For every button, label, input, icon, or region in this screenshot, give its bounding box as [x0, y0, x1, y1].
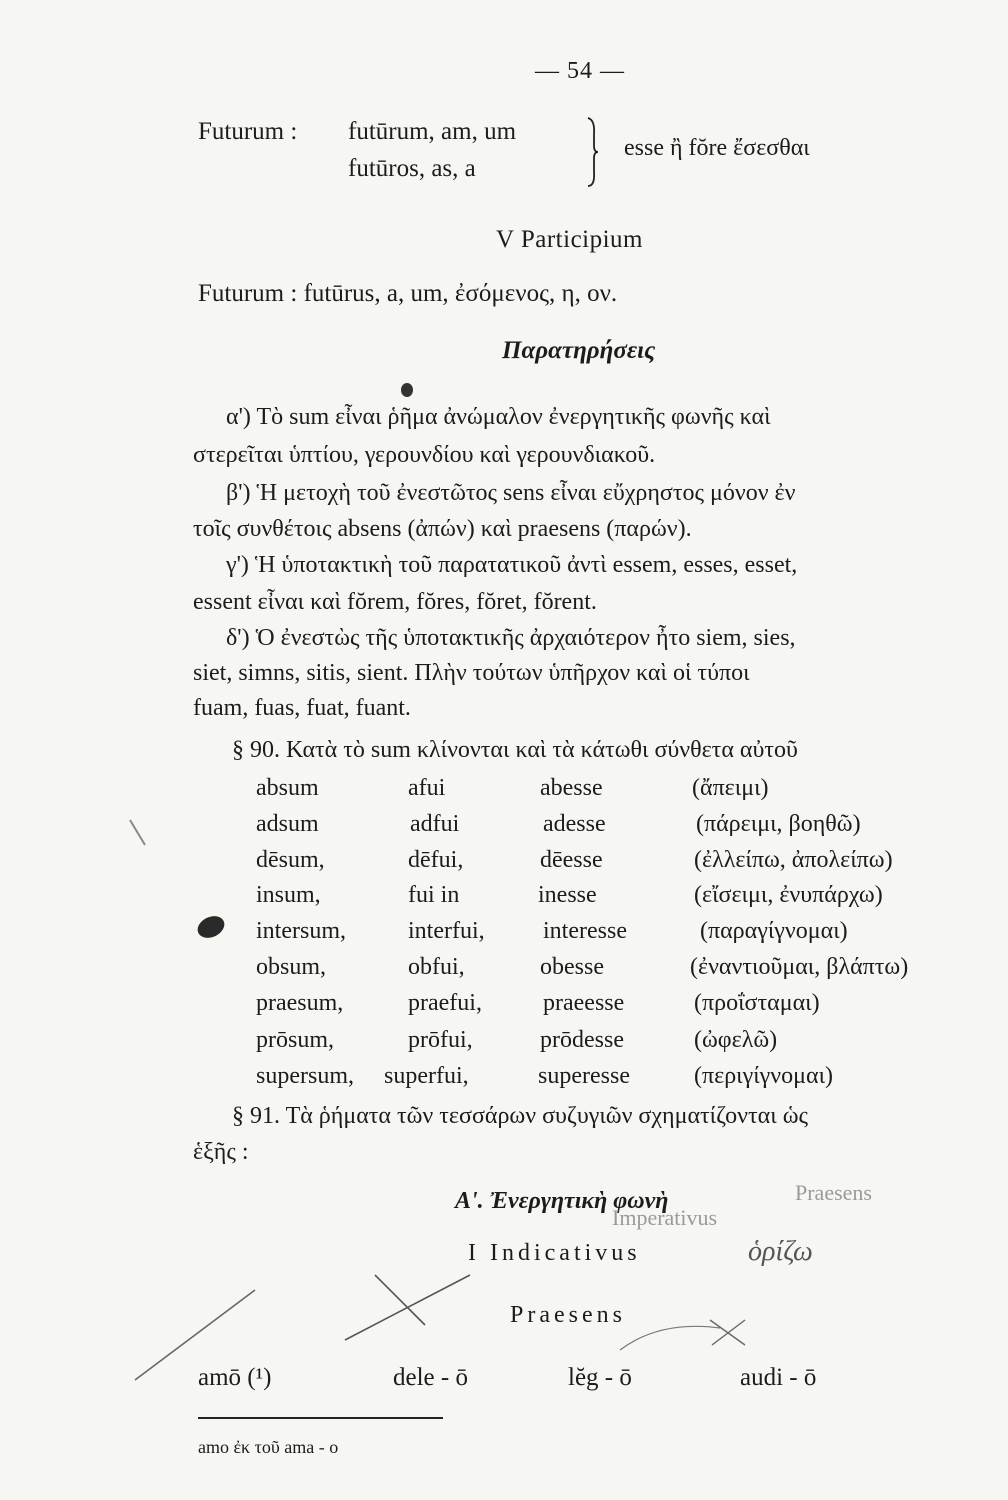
praesens-heading: Praesens [510, 1302, 626, 1328]
section-91-line: ἑξῆς : [193, 1139, 249, 1165]
compound-present: prōsum, [256, 1027, 334, 1053]
compound-infinitive: abesse [540, 775, 603, 801]
compound-infinitive: prōdesse [540, 1027, 624, 1053]
compound-present: intersum, [256, 918, 346, 944]
active-voice-heading: Α'. Ἐνεργητικὴ φωνὴ [455, 1188, 669, 1214]
footnote-rule [198, 1417, 443, 1419]
futurum-line-2: futūros, as, a [348, 155, 476, 182]
indicativus-heading: I Indicativus [468, 1240, 641, 1266]
compound-present: praesum, [256, 990, 344, 1016]
compound-infinitive: adesse [543, 811, 606, 837]
observation-line: δ') Ὁ ἐνεστὼς τῆς ὑποτακτικῆς ἀρχαιότερον ἦτο siem, sies, [226, 625, 796, 651]
compound-perfect: adfui [410, 811, 460, 837]
compound-greek: (περιγίγνομαι) [694, 1063, 834, 1089]
compound-present: adsum [256, 811, 319, 837]
compound-infinitive: obesse [540, 954, 604, 980]
compound-perfect: afui [408, 775, 446, 801]
compound-greek: (ὠφελῶ) [694, 1027, 778, 1053]
handwritten-note: ὁρίζω [748, 1236, 813, 1267]
observation-line: siet, simns, sitis, sient. Πλὴν τούτων ὑπῆρχον καὶ οἱ τύποι [193, 660, 750, 686]
compound-greek: (ἐλλείπω, ἀπολείπω) [694, 847, 893, 873]
compound-greek: (προΐσταμαι) [694, 990, 820, 1016]
compound-perfect: interfui, [408, 918, 485, 944]
compound-infinitive: dēesse [540, 847, 603, 873]
compound-present: obsum, [256, 954, 327, 980]
compound-infinitive: praeesse [543, 990, 625, 1016]
observation-line: β') Ἡ μετοχὴ τοῦ ἐνεστῶτος sens εἶναι εὔχρηστος μόνον ἐν [226, 480, 796, 506]
section-91-line: § 91. Τὰ ῥήματα τῶν τεσσάρων συζυγιῶν σχηματίζονται ὡς [232, 1103, 808, 1129]
compound-infinitive: superesse [538, 1063, 630, 1089]
ghost-text: Imperativus [612, 1205, 718, 1230]
observation-line: essent εἶναι καὶ fŏrem, fŏres, fŏret, fŏrent. [193, 589, 597, 615]
section-participium: V Participium [496, 226, 644, 253]
compound-greek: (παραγίγνομαι) [700, 918, 848, 944]
observation-line: στερεῖται ὑπτίου, γερουνδίου καὶ γερουνδιακοῦ. [193, 442, 656, 468]
futurum-infinitive: esse ἢ fŏre ἔσεσθαι [624, 135, 810, 161]
compound-greek: (εἴσειμι, ἐνυπάρχω) [694, 882, 883, 908]
compound-perfect: dēfui, [408, 847, 464, 873]
section-90: § 90. Κατὰ τὸ sum κλίνονται καὶ τὰ κάτωθι σύνθετα αὐτοῦ [232, 737, 798, 763]
compound-present: insum, [256, 882, 321, 908]
verb-example: lĕg - ō [568, 1364, 632, 1391]
compound-present: absum [256, 775, 319, 801]
ink-dot-icon [399, 381, 415, 399]
compound-present: dēsum, [256, 847, 325, 873]
observation-line: τοῖς συνθέτοις absens (ἀπών) καὶ praesens (παρών). [193, 516, 692, 542]
compound-present: supersum, [256, 1063, 354, 1089]
compound-perfect: praefui, [408, 990, 482, 1016]
compound-perfect: prōfui, [408, 1027, 473, 1053]
page-number: — 54 — [535, 58, 625, 84]
verb-example: audi - ō [740, 1364, 817, 1391]
observation-line: fuam, fuas, fuat, fuant. [193, 695, 411, 721]
observations-heading: Παρατηρήσεις [502, 337, 656, 364]
compound-perfect: obfui, [408, 954, 465, 980]
ghost-text: Praesens [795, 1180, 872, 1205]
compound-infinitive: interesse [543, 918, 627, 944]
verb-example: amō (¹) [198, 1364, 272, 1391]
compound-perfect: superfui, [384, 1063, 469, 1089]
compound-perfect: fui in [408, 882, 460, 908]
futurum-label: Futurum : [198, 118, 298, 145]
futurum-line-1: futūrum, am, um [348, 118, 517, 145]
observation-line: γ') Ἡ ὑποτακτικὴ τοῦ παρατατικοῦ ἀντὶ essem, esses, esset, [226, 552, 798, 578]
compound-greek: (ἐναντιοῦμαι, βλάπτω) [690, 954, 909, 980]
observation-line: α') Τὸ sum εἶναι ῥῆμα ἀνώμαλον ἐνεργητικῆς φωνῆς καὶ [226, 404, 771, 430]
footnote: amo ἐκ τοῦ ama - o [198, 1437, 339, 1457]
futurum-participle: Futurum : futūrus, a, um, ἐσόμενος, η, ον. [198, 280, 618, 307]
compound-infinitive: inesse [538, 882, 597, 908]
compound-greek: (πάρειμι, βοηθῶ) [696, 811, 861, 837]
ink-blot-icon [194, 912, 228, 942]
compound-greek: (ἄπειμι) [692, 775, 769, 801]
verb-example: dele - ō [393, 1364, 468, 1391]
